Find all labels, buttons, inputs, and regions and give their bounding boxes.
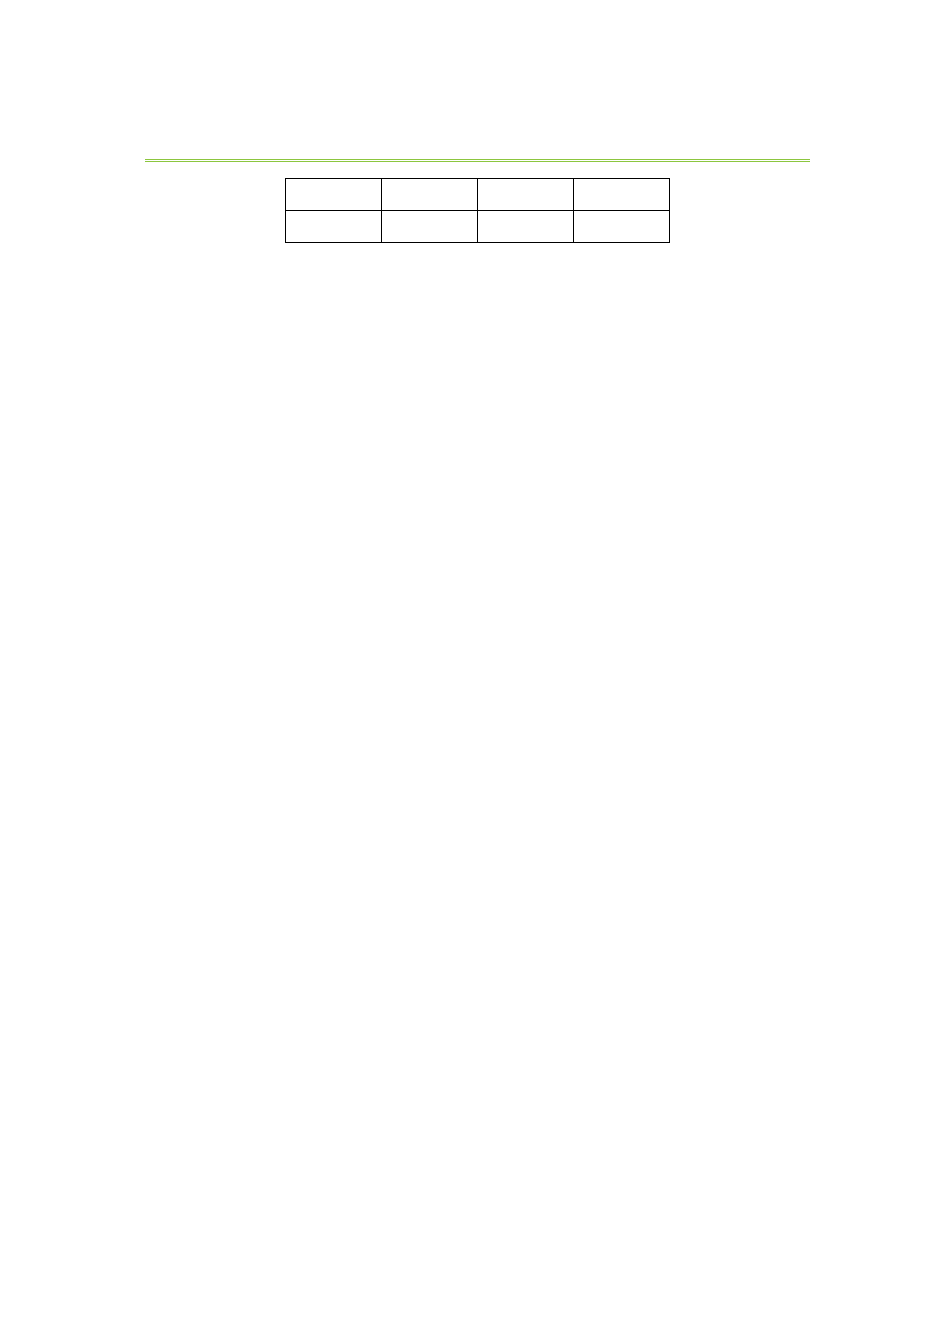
- analysis-block: [145, 273, 810, 305]
- table-header-cell: [286, 179, 382, 211]
- chart-container: [145, 343, 810, 573]
- table-value-cell: [286, 211, 382, 243]
- table-value-cell: [382, 211, 478, 243]
- table-header-cell: [382, 179, 478, 211]
- table-header-cell: [478, 179, 574, 211]
- table-header-row: [286, 179, 670, 211]
- question-item: [145, 273, 810, 337]
- practice-banner: [145, 128, 810, 162]
- table-header-cell: [574, 179, 670, 211]
- question-list: [145, 273, 810, 337]
- table-value-cell: [478, 211, 574, 243]
- table-value-row: [286, 211, 670, 243]
- gdp-energy-chart: [268, 343, 688, 573]
- timing-score-table: [285, 178, 670, 243]
- table-value-cell: [574, 211, 670, 243]
- answer-block: [145, 305, 810, 337]
